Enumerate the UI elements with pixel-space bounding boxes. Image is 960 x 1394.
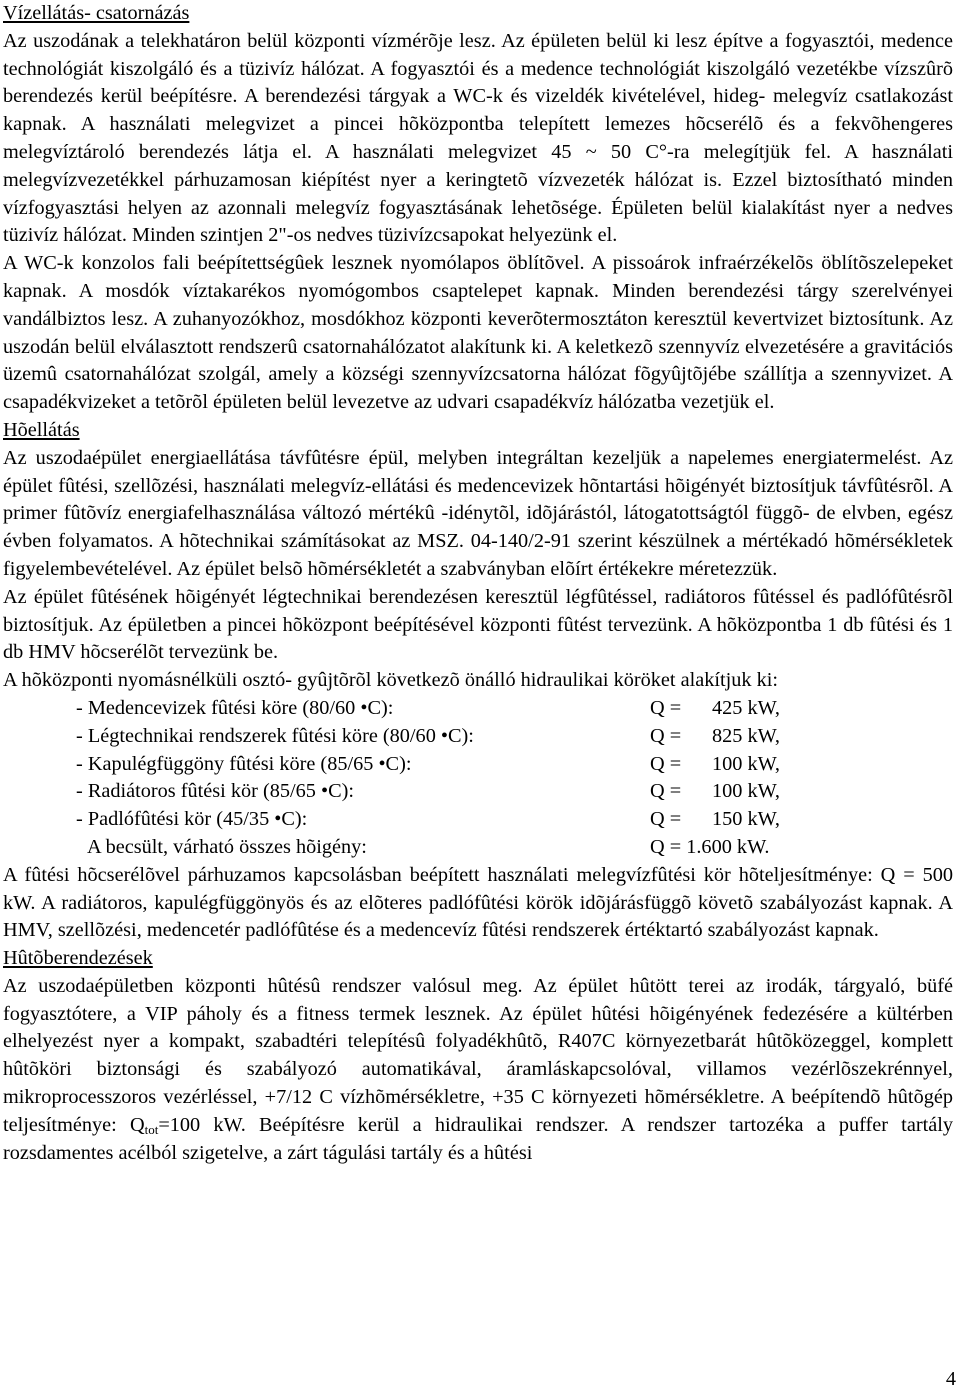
circuit-row [3, 723, 953, 751]
circuit-q-label: Q = [650, 780, 682, 803]
document-page [3, 0, 953, 1167]
circuit-value: 825 kW, [712, 724, 780, 747]
paragraph [3, 973, 953, 1168]
circuit-row [3, 751, 953, 779]
circuit-name: - Medencevizek fûtési köre (80/60 •C): [76, 696, 394, 719]
paragraph-text: =100 kW. Beépítésre kerül a hidraulikai rendszer. A rendszer tartozéka a puffer tartály rozsdamentes acélból szigetelve, a zárt tágulási tartály és a hûtési [3, 1113, 953, 1164]
paragraph: Az épület fûtésének hõigényét légtechnikai berendezésen keresztül légfûtéssel, radiátoros fûtéssel és padlófûtésrõl biztosítjuk. Az épületben a pincei hõközpont beépítésével központi fûtést tervezünk. A hõközpontba 1 db fûtési és 1 db HMV hõcserélõt tervezünk be. [3, 585, 953, 664]
paragraph-text: Az uszodaépületben központi hûtésû rendszer valósul meg. Az épület hûtött terei az irodák, tárgyaló, büfé fogyasztótere, a VIP páholy és a fitness termek lesznek. Az épület hûtési hõigényének fedezésére a kültérben elhelyezést nyer a kompakt, szabadtéri telepítésû folyadékhûtõ, R407C környezetbarát hûtõközeggel, komplett hûtõköri biztonsági és szabályozó automatikával, áramláskapcsolóval, villamos vezérlõszekrénnyel, mikroprocesszoros vezérléssel, +7/12 C vízhõmérsékletre, +35 C környezeti hõmérsékletre. A beépítendõ hûtõgép teljesítménye: Q [3, 974, 953, 1136]
circuit-value: 100 kW, [712, 780, 780, 803]
section-heading-water: Vízellátás- csatornázás [3, 2, 190, 24]
subscript-tot: tot [144, 1121, 159, 1137]
page-number: 4 [945, 1368, 956, 1390]
circuit-q-label: Q = [650, 752, 682, 775]
circuit-row [3, 806, 953, 834]
paragraph: Az uszodaépület energiaellátása távfûtésre épül, melyben integráltan kezeljük a napelemes energiatermelést. Az épület fûtési, szellõzési, használati melegvíz-ellátási és medencevizek hõntartási hõigényét biztosítjuk távfûtésrõl. A primer fûtõvíz energiafelhasználása változó mértékû -idénytõl, idõjárástól, látogatottságtól függõ- de elvben, egész évben folyamatos. A hõtechnikai számításokat az MSZ. 04-140/2-91 szerint készülnek a mértékadó hõmérsékletek figyelembevételével. Az épület belsõ hõmérsékletét a szabványban elõírt értékekre méretezzük. [3, 446, 953, 580]
circuit-value: 100 kW, [712, 752, 780, 775]
circuit-value: 150 kW, [712, 808, 780, 831]
circuit-q-label: Q = [650, 696, 682, 719]
circuit-total-q: Q = 1.600 kW. [650, 835, 770, 858]
paragraph: A WC-k konzolos fali beépítettségûek lesznek nyomólapos öblítõvel. A pissoárok infraérzékelõs öblítõszelepeket kapnak. A mosdók víztakarékos nyomógombos csaptelepet kapnak. Minden berendezési tárgy szerelvényei vandálbiztos lesz. A zuhanyozókhoz, mosdókhoz központi keverõtermosztáton keresztül kevertvizet biztosítunk. Az uszodán belül elválasztott rendszerû csatornahálózatot alakítunk ki. A keletkezõ szennyvíz elvezetésére a gravitációs üzemû csatornahálózat szolgál, amely a községi szennyvízcsatorna hálózat fõgyûjtõjébe szállítja a szennyvizet. A csapadékvizeket a tetõrõl épületen belül levezetve az udvari csapadékvíz hálózatba vezetjük el. [3, 252, 953, 414]
circuit-value: 425 kW, [712, 696, 780, 719]
section-heading-cooling: Hûtõberendezések [3, 947, 153, 970]
paragraph: A hõközponti nyomásnélküli osztó- gyûjtõrõl következõ önálló hidraulikai köröket alakítjuk ki: [3, 669, 779, 692]
circuit-name: - Kapulégfüggöny fûtési köre (85/65 •C): [76, 752, 412, 775]
section-heading-heating: Hõellátás [3, 418, 80, 441]
circuit-total-name: A becsült, várható összes hõigény: [87, 835, 367, 858]
circuit-row [3, 695, 953, 723]
circuit-q-label: Q = [650, 724, 682, 747]
paragraph: Az uszodának a telekhatáron belül központi vízmérõje lesz. Az épületen belül ki lesz építve a fogyasztói, medence technológiát kiszolgáló és a tüzivíz hálózat. A fogyasztói és a medence technológiát kiszolgáló vezetékbe vízszûrõ berendezés kerül beépítésre. A berendezési tárgyak a WC-k és vizeldék kivételével, hideg- melegvíz csatlakozást kapnak. A használati melegvizet a pincei hõközpontba telepített lemezes hõcserélõ és a fekvõhengeres melegvíztároló berendezés látja el. A használati melegvizet 45 ~ 50 C°-ra melegítjük fel. A használati melegvízvezetékkel párhuzamosan kiépítést nyer a keringtetõ vízvezeték hálózat is. Ezzel biztosítható minden vízfogyasztási helyen az azonnali melegvíz fogyasztásának lehetõsége. Épületen belül kialakítást nyer a nedves tüzivíz hálózat. Minden szintjen 2"-os nedves tüzivízcsapokat helyezünk el. [3, 29, 953, 247]
circuit-name: - Padlófûtési kör (45/35 •C): [76, 808, 308, 831]
heating-circuit-list [3, 695, 953, 862]
circuit-name: - Radiátoros fûtési kör (85/65 •C): [76, 780, 355, 803]
circuit-q-label: Q = [650, 808, 682, 831]
circuit-name: - Légtechnikai rendszerek fûtési köre (80/60 •C): [76, 724, 474, 747]
paragraph: A fûtési hõcserélõvel párhuzamos kapcsolásban beépített használati melegvízfûtési kör hõteljesítménye: Q = 500 kW. A radiátoros, kapulégfüggönyös és az elõteres padlófûtési körök idõjárásfüggõ követõ szabályozást kapnak. A HMV, szellõzési, medencetér padlófûtése és a medencevíz fûtési rendszerek értéktartó szabályozást kapnak. [3, 863, 953, 942]
circuit-total-row [3, 834, 953, 862]
circuit-row [3, 778, 953, 806]
